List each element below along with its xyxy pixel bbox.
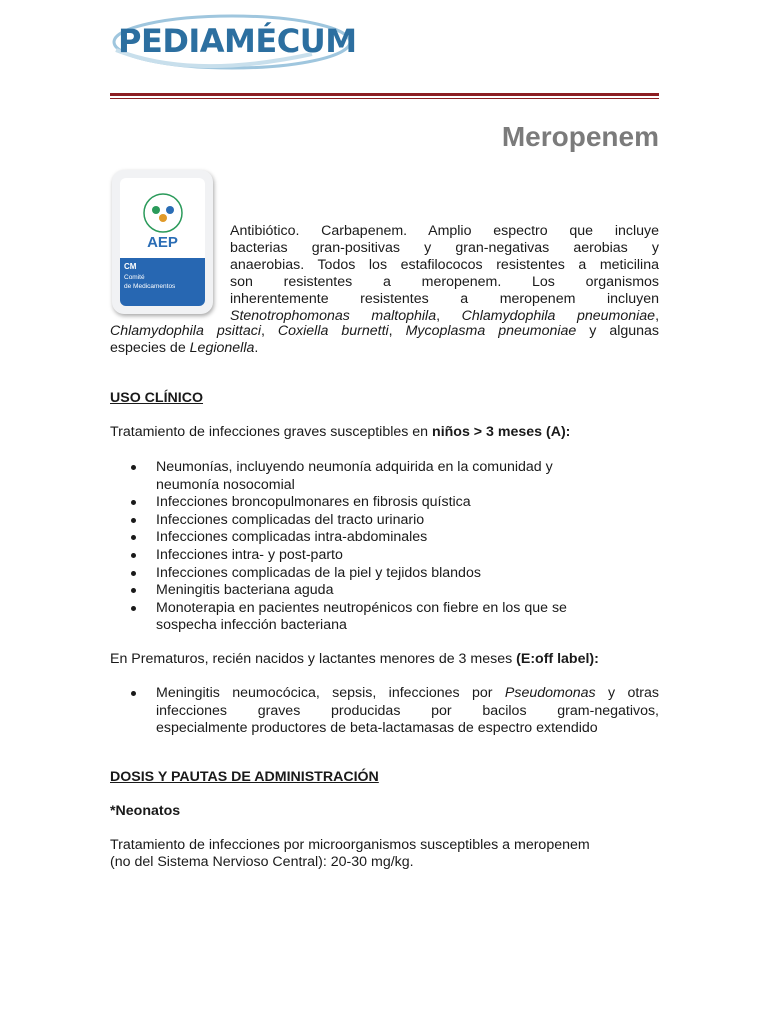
intro-paragraph-right	[230, 223, 659, 325]
badge-subtitle	[124, 273, 175, 291]
organism-name: Pseudomonas	[504, 685, 596, 701]
item-line: especialmente productores de beta-lactamasas de espectro extendido	[156, 720, 598, 737]
age-group-bold: niños > 3 meses (A):	[432, 424, 571, 440]
list-item	[130, 494, 659, 512]
text: y otras	[595, 685, 659, 701]
section-heading-uso-clinico: USO CLÍNICO	[110, 390, 204, 406]
organism-name: Chlamydophila pneumoniae	[461, 308, 656, 324]
organism-name: Stenotrophomonas maltophila	[230, 308, 437, 324]
list-item	[130, 565, 659, 583]
badge-sub-line1: Comité	[124, 274, 145, 281]
list-item	[130, 459, 659, 494]
bullet-icon	[131, 500, 136, 505]
evidence-bold: (E:off label):	[516, 651, 599, 667]
item-line: Infecciones complicadas del tracto urinario	[156, 511, 425, 528]
intro-line	[110, 340, 659, 357]
punct: ,	[655, 308, 660, 324]
punct: .	[254, 340, 259, 356]
item-line: Neumonías, incluyendo neumonía adquirida en la comunidad y	[156, 459, 553, 475]
item-line: Infecciones complicadas de la piel y tejidos blandos	[156, 564, 481, 581]
subheading-neonatos: *Neonatos	[110, 803, 181, 819]
item-line: infecciones graves producidas por bacilos gram-negativos,	[156, 702, 659, 719]
punct: ,	[388, 323, 406, 339]
bullet-icon	[131, 518, 136, 523]
text: especies de	[110, 340, 190, 356]
bullet-icon	[131, 691, 136, 696]
bullet-icon	[131, 571, 136, 576]
text: En Prematuros, recién nacidos y lactantes menores de 3 meses	[110, 651, 517, 667]
dosis-paragraph	[110, 837, 659, 871]
header-rule-thick	[110, 93, 659, 96]
bullet-icon	[131, 465, 136, 470]
bullet-icon	[131, 553, 136, 558]
text: Meningitis neumocócica, sepsis, infecciones por	[156, 685, 505, 701]
intro-line: son resistentes a meropenem. Los organismos	[230, 274, 659, 290]
logo-text: PEDIAMÉCUM	[118, 22, 357, 60]
dosis-line: (no del Sistema Nervioso Central): 20-30 mg/kg.	[110, 854, 414, 870]
section-heading-dosis: DOSIS Y PAUTAS DE ADMINISTRACIÓN	[110, 769, 379, 785]
punct: ,	[436, 308, 462, 324]
item-line: Infecciones intra- y post-parto	[156, 546, 343, 563]
badge-acronym: AEP	[147, 234, 178, 251]
item-line: Monoterapia en pacientes neutropénicos con fiebre en los que se	[156, 599, 567, 616]
aep-emblem-icon	[142, 192, 184, 234]
organism-name: Coxiella burnetti	[277, 323, 389, 339]
text: y algunas	[576, 323, 660, 339]
prematuros-lead	[110, 651, 599, 668]
intro-line: bacterias gran-positivas y gran-negativas aerobias y	[230, 240, 659, 256]
text: Tratamiento de infecciones graves susceptibles en	[110, 424, 433, 440]
intro-line	[110, 323, 659, 340]
aep-committee-badge	[112, 170, 213, 314]
uso-lead	[110, 424, 570, 441]
intro-line: inherentemente resistentes a meropenem incluyen	[230, 291, 659, 307]
pediamecum-logo	[112, 10, 357, 70]
bullet-icon	[131, 606, 136, 611]
organism-name: Legionella	[189, 340, 255, 356]
item-line: sospecha infección bacteriana	[156, 617, 347, 634]
intro-line: Antibiótico. Carbapenem. Amplio espectro que incluye	[230, 223, 659, 239]
organism-name: Mycoplasma pneumoniae	[405, 323, 577, 339]
list-item	[130, 582, 659, 600]
intro-paragraph-full	[110, 323, 659, 357]
item-line: neumonía nosocomial	[156, 476, 295, 493]
drug-title: Meropenem	[501, 121, 659, 152]
badge-cm: CM	[124, 262, 137, 271]
item-line	[156, 685, 659, 703]
list-item	[130, 512, 659, 530]
header-rule-thin	[110, 98, 659, 99]
indications-list	[130, 459, 659, 635]
list-item	[130, 600, 659, 635]
list-item	[130, 685, 659, 738]
punct: ,	[260, 323, 278, 339]
organism-name: Chlamydophila psittaci	[110, 323, 261, 339]
bullet-icon	[131, 535, 136, 540]
intro-line: anaerobias. Todos los estafilococos resistentes a meticilina	[230, 257, 659, 273]
prematuros-list	[130, 685, 659, 738]
list-item	[130, 529, 659, 547]
bullet-icon	[131, 588, 136, 593]
item-line: Infecciones complicadas intra-abdominales	[156, 529, 428, 546]
list-item	[130, 547, 659, 565]
item-line: Meningitis bacteriana aguda	[156, 582, 334, 599]
item-line: Infecciones broncopulmonares en fibrosis quística	[156, 494, 471, 511]
dosis-line: Tratamiento de infecciones por microorganismos susceptibles a meropenem	[110, 837, 590, 853]
badge-sub-line2: de Medicamentos	[124, 283, 176, 290]
